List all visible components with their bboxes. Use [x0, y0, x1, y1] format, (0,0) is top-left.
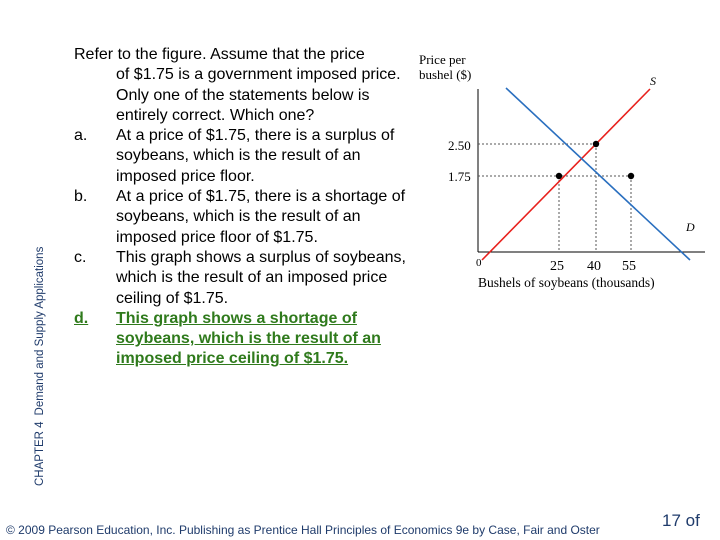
answer-option-letter: a. [74, 127, 88, 145]
chapter-number: CHAPTER 4 [34, 421, 46, 486]
equilibrium-point [593, 141, 599, 147]
chapter-side-label [34, 247, 46, 486]
question-block [74, 45, 419, 370]
answer-option-letter: c. [74, 248, 87, 266]
answer-option-b [74, 187, 419, 248]
x-tick-label-40: 40 [587, 259, 601, 274]
answer-option-letter: d. [74, 309, 89, 327]
demand-curve-label: D [686, 220, 695, 234]
supply-demand-graph [410, 45, 710, 305]
y-tick-label-250: 2.50 [448, 138, 471, 153]
question-prompt [74, 45, 419, 126]
supply-curve-label: S [650, 74, 656, 88]
answer-option-letter: b. [74, 188, 88, 206]
y-axis-title-line2: bushel ($) [419, 67, 472, 82]
answer-option-text: At a price of $1.75, there is a surplus of soybeans, which is the result of an imposed price floor. [116, 127, 395, 185]
answer-option-text: This graph shows a surplus of soybeans, which is the result of an imposed price ceiling of $1.75. [116, 248, 406, 307]
copyright-footer: © 2009 Pearson Education, Inc. Publishing as Prentice Hall Principles of Economics 9e by Case, Fair and Oster [6, 523, 600, 537]
y-tick-label-175: 1.75 [448, 169, 471, 184]
answer-option-text: At a price of $1.75, there is a shortage of soybeans, which is the result of an imposed price floor of $1.75. [116, 188, 406, 246]
question-prompt-rest: of $1.75 is a government imposed price. Only one of the statements below is entirely correct. Which one? [116, 66, 401, 124]
answer-option-d-correct [74, 309, 419, 370]
quantity-demanded-point [628, 173, 634, 179]
quantity-supplied-point [556, 173, 562, 179]
answer-option-a [74, 126, 419, 187]
answer-option-text: This graph shows a shortage of soybeans, which is the result of an imposed price ceiling of $1.75. [116, 309, 381, 368]
answer-option-c [74, 248, 419, 309]
slide-page-number: 17 of [662, 511, 700, 530]
y-axis-title-line1: Price per [419, 52, 466, 67]
x-tick-label-25: 25 [550, 259, 564, 274]
chapter-title: Demand and Supply Applications [34, 246, 46, 416]
demand-curve [506, 88, 690, 260]
supply-curve [482, 89, 650, 260]
question-prompt-first-line: Refer to the figure. Assume that the price [74, 46, 365, 63]
origin-label: 0 [476, 257, 482, 269]
x-tick-label-55: 55 [622, 259, 636, 274]
x-axis-title: Bushels of soybeans (thousands) [478, 275, 655, 290]
